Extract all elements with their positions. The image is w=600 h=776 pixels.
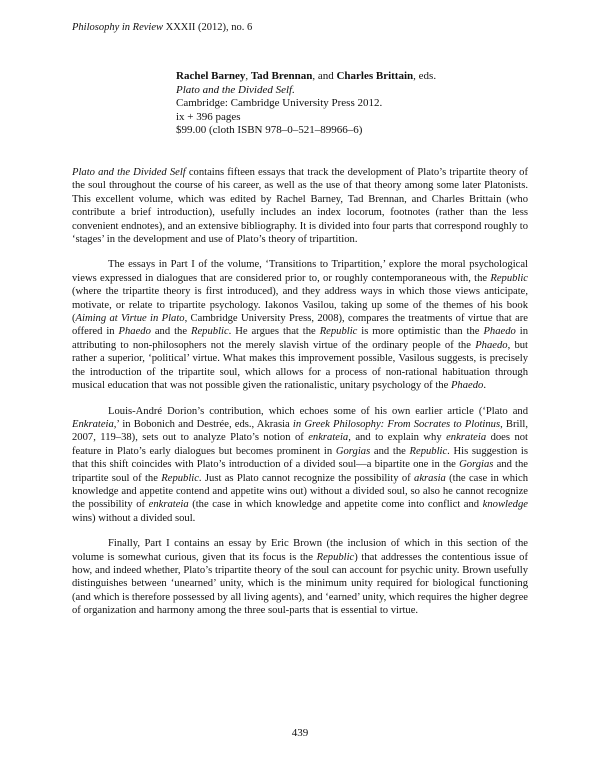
paragraph-text: . Just as Plato cannot recognize the possibility of bbox=[198, 472, 415, 484]
italic-text: Republic bbox=[409, 445, 448, 457]
paragraph-text: does not feature in Plato’s early dialogues but becomes prominent in bbox=[72, 432, 528, 457]
paragraph-text: (the case in which knowledge and appetite contend and appetite wins out) without a divided soul, so also he cannot recognize the possibility of bbox=[72, 472, 528, 511]
volume-issue: XXXII (2012), no. 6 bbox=[165, 22, 253, 33]
italic-text: Plato and the Divided Self bbox=[72, 167, 186, 178]
body-paragraph bbox=[72, 537, 528, 617]
paragraph-text: . His suggestion is that this shift coincides with Plato’s introduction of a divided soul—a bipartite one in the bbox=[72, 445, 528, 471]
paragraph-text: Louis-André Dorion’s contribution, which echoes some of his own earlier article (‘Plato and bbox=[108, 405, 528, 417]
italic-text: Aiming at Virtue in Plato bbox=[75, 313, 185, 325]
page-number: 439 bbox=[291, 727, 309, 739]
review-body bbox=[72, 166, 528, 630]
italic-text: Phaedo bbox=[118, 326, 151, 338]
italic-text: knowledge bbox=[482, 499, 528, 511]
editor-name: Tad Brennan bbox=[250, 70, 313, 82]
running-head bbox=[72, 22, 252, 33]
italic-text: Republic bbox=[161, 472, 199, 484]
paragraph-text: and the bbox=[150, 326, 191, 338]
paragraph-text: (the case in which knowledge and appetite come into conflict and bbox=[188, 499, 483, 511]
body-paragraph bbox=[72, 166, 528, 246]
italic-text: Republic bbox=[319, 326, 358, 338]
book-citation bbox=[176, 70, 436, 138]
paragraph-text: contains fifteen essays that track the development of Plato’s tripartite theory of the soul throughout the course of his career, as well as the use of that theory among some later Platonists. This excellent volume, which was edited by Rachel Barney, Tad Brennan, and Charles Brittain (who contribute a brief introduction), usefully includes an index locorum, footnotes (rather than the less convenient endnotes), and an extensive bibliography. It is divided into four parts that correspond roughly to ‘stages’ in the development and use of Plato’s theory of tripartition. bbox=[72, 167, 528, 246]
paragraph-text: ) that addresses the contentious issue of how, and indeed whether, Plato’s tripartite theory of the soul can account for psychic unity. Brown usefully distinguishes between ‘unearned’ unity, which is the minimum unity required for biological functioning (and which is therefore possessed by all living agents), and ‘earned’ unity, which requires the higher degree of organization and harmony among the three soul-parts that is essential to virtue. bbox=[72, 551, 528, 617]
book-title: Plato and the Divided Self. bbox=[176, 83, 295, 96]
italic-text: Republic bbox=[191, 326, 229, 338]
body-paragraph bbox=[72, 405, 528, 526]
italic-text: Enkrateia bbox=[72, 418, 114, 430]
paragraph-text: wins) without a divided soul. bbox=[72, 512, 196, 524]
body-paragraph bbox=[72, 258, 528, 392]
italic-text: Phaedo bbox=[483, 326, 516, 338]
journal-name: Philosophy in Review bbox=[72, 22, 163, 33]
book-publisher: Cambridge: Cambridge University Press 2012. bbox=[176, 97, 383, 109]
book-price: $99.00 (cloth ISBN 978–0–521–89966–6) bbox=[176, 124, 363, 136]
book-pages: ix + 396 pages bbox=[176, 110, 241, 123]
paragraph-text: in attributing to non-philosophers not the merely slavish virtue of the ordinary people of the bbox=[72, 326, 529, 351]
paragraph-text: and the bbox=[370, 445, 410, 457]
paragraph-text: and the tripartite soul of the bbox=[72, 459, 528, 484]
paragraph-text: The essays in Part I of the volume, ‘Transitions to Tripartition,’ explore the moral psychological views expressed in dialogues that are considered prior to, or roughly contemporaneous with, the bbox=[72, 259, 528, 284]
paragraph-text: Finally, Part I contains an essay by Eric Brown (the inclusion of which in this section of the volume is somewhat curious, given that its focus is the bbox=[72, 538, 528, 563]
italic-text: Republic bbox=[490, 272, 528, 284]
italic-text: enkrateia bbox=[148, 499, 189, 511]
italic-text: enkrateia bbox=[446, 432, 487, 444]
italic-text: Gorgias bbox=[459, 459, 494, 471]
italic-text: in Greek Philosophy: From Socrates to Plotinus bbox=[292, 418, 501, 430]
italic-text: akrasia bbox=[414, 472, 446, 484]
italic-text: Phaedo bbox=[475, 339, 508, 351]
paragraph-text: , and to explain why bbox=[348, 432, 447, 444]
paragraph-text: ,’ in Bobonich and Destrée, eds., Akrasia bbox=[113, 418, 293, 430]
paragraph-text: , Cambridge University Press, 2008), compares the treatments of virtue that are offered in bbox=[72, 313, 529, 338]
italic-text: Phaedo bbox=[450, 380, 484, 392]
paragraph-text: , Brill, 2007, 119–38), sets out to analyze Plato’s notion of bbox=[72, 418, 528, 444]
editors-line: Rachel Barney, Tad Brennan, and Charles Brittain, eds. bbox=[176, 70, 437, 82]
paragraph-text: . bbox=[483, 380, 486, 392]
paragraph-text: is more optimistic than the bbox=[357, 326, 484, 338]
paragraph-text: (where the tripartite theory is first introduced), and they address ways in which those views anticipate, motivate, or relate to tripartite psychology. Iakonos Vasilou, taking up some of the themes of his book ( bbox=[72, 286, 528, 325]
editor-name: Rachel Barney bbox=[176, 70, 246, 82]
italic-text: Republic bbox=[316, 551, 355, 563]
italic-text: enkrateia bbox=[308, 432, 349, 444]
paragraph-text: . He argues that the bbox=[228, 326, 320, 338]
italic-text: Gorgias bbox=[335, 445, 371, 457]
paragraph-text: , but rather a superior, ‘political’ virtue. What makes this improvement possible, Vasilous suggests, is precisely the introduction of the tripartite soul, which allows for a process of non-rational habituation through musical education that was not possible given the rationalistic, unitary psychology of the bbox=[72, 339, 529, 392]
editor-name: Charles Brittain bbox=[336, 70, 414, 82]
